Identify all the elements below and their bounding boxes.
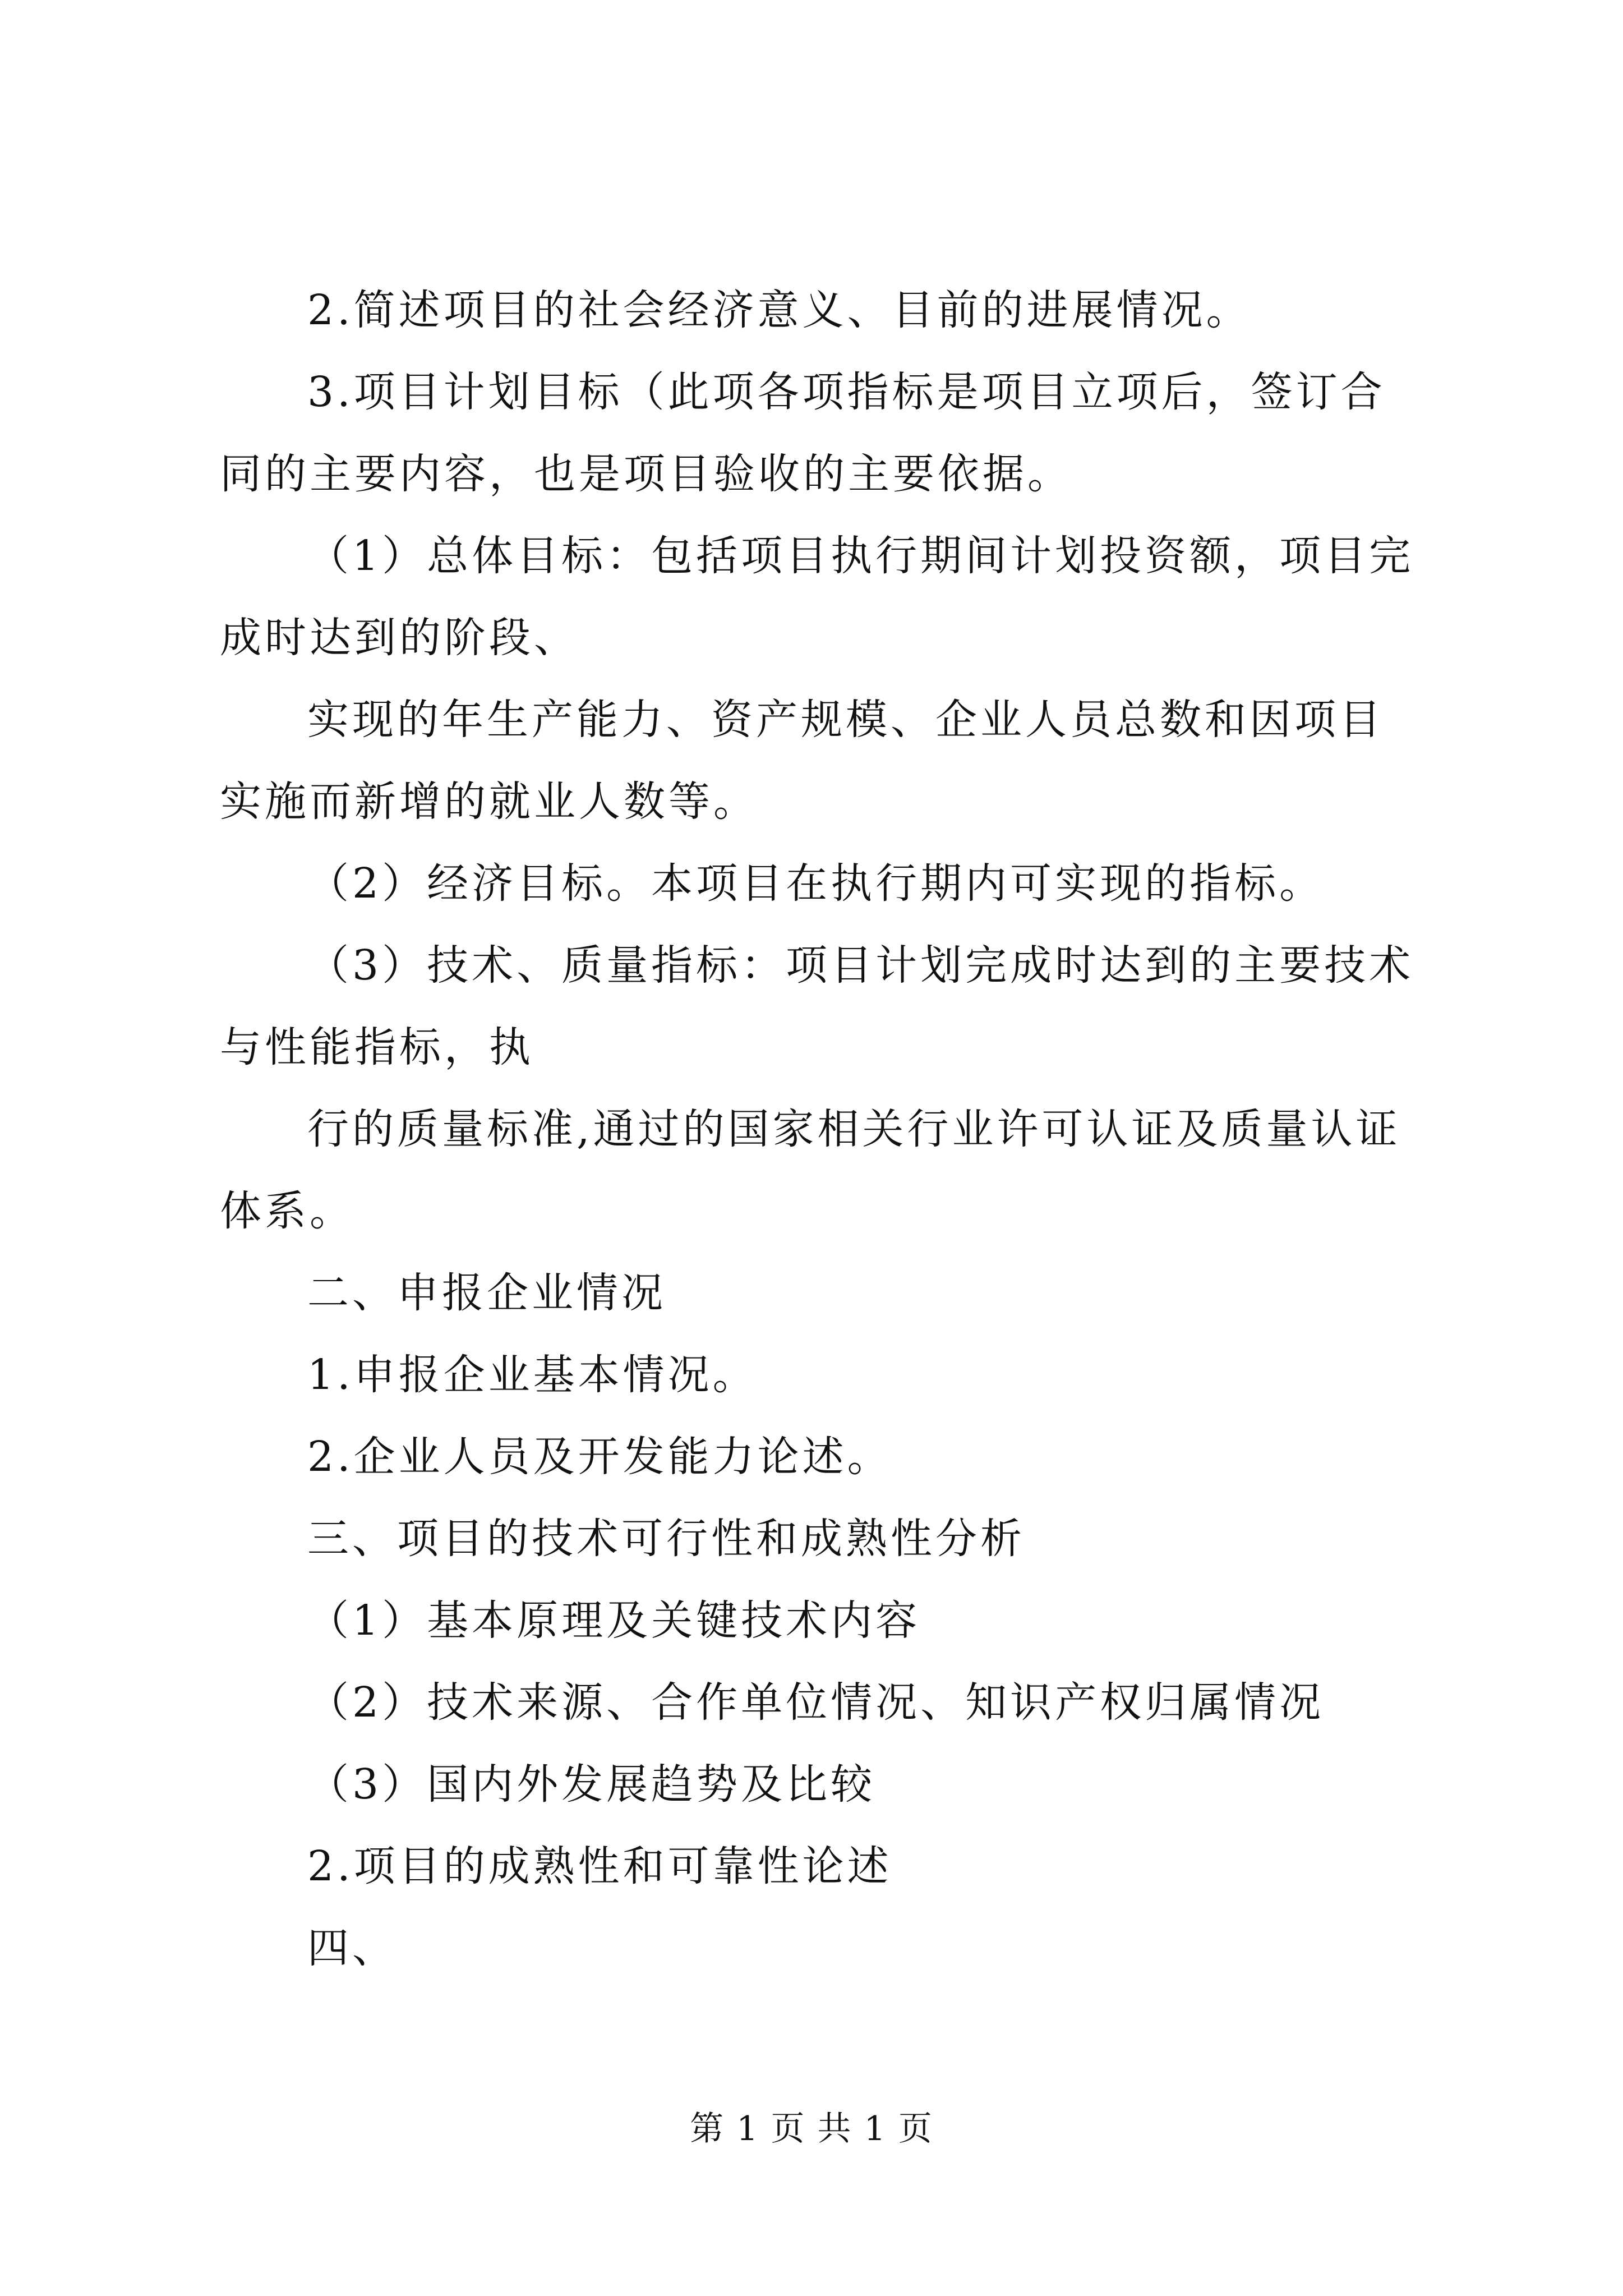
paragraph: （1）总体目标：包括项目执行期间计划投资额，项目完成时达到的阶段、 (220, 532, 1414, 662)
paragraph: （1）基本原理及关键技术内容 (307, 1596, 921, 1645)
paragraph: 3.项目计划目标（此项各项指标是项目立项后，签订合同的主要内容，也是项目验收的主要依据。 (220, 368, 1386, 498)
section-heading: 四、 (307, 1924, 397, 1972)
paragraph: （3）国内外发展趋势及比较 (307, 1760, 876, 1809)
paragraph: 2.企业人员及开发能力论述。 (307, 1433, 892, 1481)
paragraph: 2.简述项目的社会经济意义、目前的进展情况。 (307, 286, 1251, 334)
document-body (220, 269, 1426, 1989)
paragraph: （3）技术、质量指标：项目计划完成时达到的主要技术与性能指标，执 (220, 941, 1414, 1071)
section-heading: 三、项目的技术可行性和成熟性分析 (307, 1515, 1025, 1563)
paragraph: 2.项目的成熟性和可靠性论述 (307, 1842, 892, 1890)
paragraph: （2）技术来源、合作单位情况、知识产权归属情况 (307, 1678, 1325, 1727)
section-heading: 二、申报企业情况 (307, 1269, 666, 1317)
paragraph: 1.申报企业基本情况。 (307, 1351, 758, 1399)
paragraph: （2）经济目标。本项目在执行期内可实现的指标。 (307, 859, 1325, 908)
paragraph: 实现的年生产能力、资产规模、企业人员总数和因项目实施而新增的就业人数等。 (220, 696, 1384, 826)
page-footer: 第 1 页 共 1 页 (690, 2109, 933, 2148)
paragraph: 行的质量标准,通过的国家相关行业许可认证及质量认证体系。 (220, 1105, 1401, 1235)
